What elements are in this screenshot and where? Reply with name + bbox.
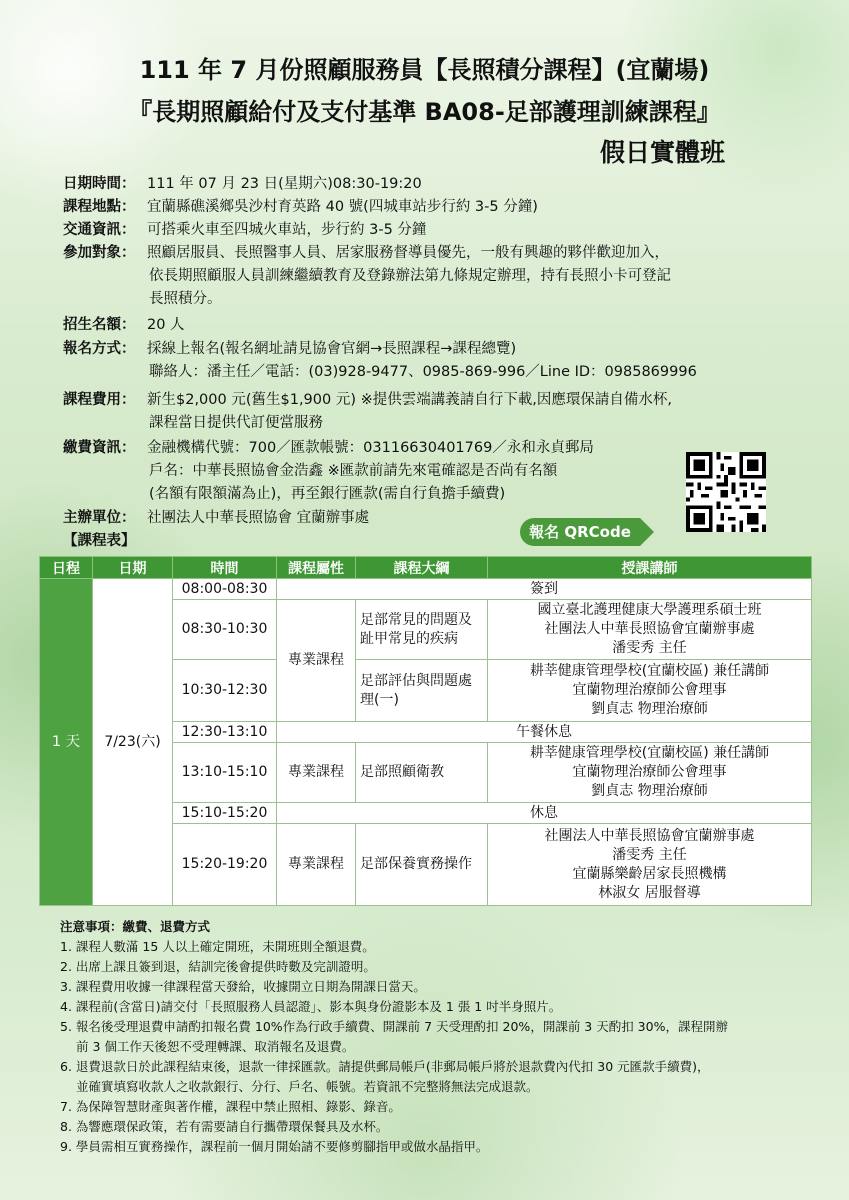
signup-line-1: 採線上報名(報名網址請見協會官網→長照課程→課程總覽)	[147, 341, 517, 357]
teacher-line: 社團法人中華長照協會宜蘭辦事處	[544, 827, 755, 844]
pay-line-2: 戶名：中華長照協會金浩鑫 ※匯款前請先來電確認是否尚有名額	[149, 463, 558, 479]
table-row	[40, 579, 812, 600]
note-item-cont: 並確實填寫收款人之收款銀行、分行、戶名、帳號。若資訊不完整將無法完成退款。	[76, 1079, 539, 1094]
topic-cell: 足部照顧衛教	[356, 743, 488, 803]
note-item: 7. 為保障智慧財產與著作權，課程中禁止照相、錄影、錄音。	[60, 1099, 401, 1114]
break-cell: 休息	[277, 803, 812, 824]
teacher-cell	[488, 660, 812, 722]
target-line-3: 長照積分。	[149, 291, 222, 307]
topic-cell: 足部常見的問題及趾甲常見的疾病	[356, 600, 488, 660]
target-label: 參加對象：	[63, 245, 136, 261]
teacher-line: 宜蘭縣樂齡居家長照機構	[572, 865, 727, 882]
note-item: 2. 出席上課且簽到退，結訓完後會提供時數及完訓證明。	[60, 959, 376, 974]
note-item: 3. 課程費用收據一律課程當天發給，收據開立日期為開課日當天。	[60, 979, 426, 994]
teacher-line: 國立臺北護理健康大學護理系碩士班	[537, 602, 762, 618]
fee-label: 課程費用：	[63, 392, 136, 408]
note-item: 1. 課程人數滿 15 人以上確定開班，未開班則全額退費。	[60, 939, 375, 954]
topic-cell: 足部評估與問題處理(一)	[356, 660, 488, 722]
time-cell: 13:10-15:10	[173, 743, 277, 803]
schedule-header-row	[40, 557, 812, 579]
target-line-2: 依長期照顧服人員訓練繼續教育及登錄辦法第九條規定辦理，持有長照小卡可登記	[149, 268, 671, 284]
teacher-line: 劉貞志 物理治療師	[591, 701, 708, 717]
type-cell: 專業課程	[277, 824, 356, 906]
title-line-3: 假日實體班	[600, 138, 726, 167]
pay-label: 繳費資訊：	[63, 440, 136, 456]
date-value: 111 年 07 月 23 日(星期六)08:30-19:20	[147, 176, 422, 192]
col-header-topic: 課程大綱	[356, 557, 488, 579]
col-header-time: 時間	[173, 557, 277, 579]
teacher-cell	[488, 600, 812, 660]
type-cell: 專業課程	[277, 743, 356, 803]
note-item: 6. 退費退款日於此課程結束後，退款一律採匯款。請提供郵局帳戶(非郵局帳戶將於退款費內代扣 30 元匯款手續費)，	[60, 1059, 710, 1074]
place-label: 課程地點：	[63, 199, 136, 215]
host-value: 社團法人中華長照協會 宜蘭辦事處	[147, 510, 370, 526]
teacher-line: 潘雯秀 主任	[612, 640, 687, 656]
notes-heading: 注意事項：繳費、退費方式	[60, 919, 211, 934]
signup-label: 報名方式：	[63, 341, 136, 357]
notes-section	[60, 917, 805, 1157]
qrcode-image[interactable]	[686, 452, 766, 532]
pay-line-3: (名額有限額滿為止)，再至銀行匯款(需自行負擔手續費)	[149, 486, 506, 502]
schedule-label: 【課程表】	[63, 533, 136, 549]
qrcode-tag: 報名 QRCode	[520, 518, 640, 546]
col-header-day: 日程	[40, 557, 93, 579]
note-item: 9. 學員需相互實務操作，課程前一個月開始請不要修剪腳指甲或做水晶指甲。	[60, 1139, 489, 1154]
note-item-cont: 前 3 個工作天後恕不受理轉課、取消報名及退費。	[76, 1039, 355, 1054]
note-item: 5. 報名後受理退費申請酌扣報名費 10%作為行政手續費、開課前 7 天受理酌扣 20%，開課前 3 天酌扣 30%，課程開辦	[60, 1019, 728, 1034]
schedule-table	[39, 556, 812, 906]
teacher-line: 林淑女 居服督導	[598, 884, 701, 901]
host-label: 主辦單位：	[63, 510, 136, 526]
teacher-line: 宜蘭物理治療師公會理事	[572, 764, 727, 780]
time-cell: 15:20-19:20	[173, 824, 277, 906]
traffic-value: 可搭乘火車至四城火車站，步行約 3-5 分鐘	[147, 222, 427, 238]
target-line-1: 照顧居服員、長照醫事人員、居家服務督導員優先，一般有興趣的夥伴歡迎加入，	[147, 245, 669, 261]
time-cell: 08:30-10:30	[173, 600, 277, 660]
date-cell: 7/23(六)	[93, 579, 173, 906]
col-header-date: 日期	[93, 557, 173, 579]
quota-value: 20 人	[147, 317, 185, 333]
teacher-line: 宜蘭物理治療師公會理事	[572, 682, 727, 698]
lunch-cell: 午餐休息	[277, 722, 812, 743]
quota-label: 招生名額：	[63, 317, 136, 333]
teacher-line: 社團法人中華長照協會宜蘭辦事處	[544, 621, 755, 637]
title-line-1: 111 年 7 月份照顧服務員【長照積分課程】(宜蘭場)	[139, 56, 710, 84]
time-cell: 12:30-13:10	[173, 722, 277, 743]
traffic-label: 交通資訊：	[63, 222, 136, 238]
col-header-teacher: 授課講師	[488, 557, 812, 579]
title-line-2: 『長期照顧給付及支付基準 BA08-足部護理訓練課程』	[128, 98, 721, 126]
time-cell: 08:00-08:30	[173, 579, 277, 600]
day-cell: 1 天	[40, 579, 93, 906]
place-value: 宜蘭縣礁溪鄉吳沙村育英路 40 號(四城車站步行約 3-5 分鐘)	[147, 199, 538, 215]
teacher-line: 耕莘健康管理學校(宜蘭校區) 兼任講師	[529, 663, 770, 679]
note-item: 8. 為響應環保政策，若有需要請自行攜帶環保餐具及水杯。	[60, 1119, 389, 1134]
time-cell: 15:10-15:20	[173, 803, 277, 824]
teacher-cell	[488, 824, 812, 906]
teacher-line: 耕莘健康管理學校(宜蘭校區) 兼任講師	[529, 745, 770, 761]
type-cell: 專業課程	[277, 600, 356, 722]
date-label: 日期時間：	[63, 176, 136, 192]
pay-line-1: 金融機構代號：700／匯款帳號：03116630401769／永和永貞郵局	[147, 440, 594, 456]
checkin-cell: 簽到	[277, 579, 812, 600]
teacher-line: 劉貞志 物理治療師	[591, 783, 708, 799]
topic-cell: 足部保養實務操作	[356, 824, 488, 906]
note-item: 4. 課程前(含當日)請交付「長照服務人員認證」、影本與身份證影本及 1 張 1 吋半身照片。	[60, 999, 562, 1014]
col-header-type: 課程屬性	[277, 557, 356, 579]
time-cell: 10:30-12:30	[173, 660, 277, 722]
signup-line-2: 聯絡人：潘主任／電話：(03)928-9477、0985-869-996／Line ID：0985869996	[149, 364, 697, 380]
teacher-cell	[488, 743, 812, 803]
fee-line-1: 新生$2,000 元(舊生$1,900 元) ※提供雲端講義請自行下載,因應環保請自備水杯,	[147, 392, 672, 408]
fee-line-2: 課程當日提供代訂便當服務	[149, 415, 323, 431]
teacher-line: 潘雯秀 主任	[612, 846, 687, 863]
